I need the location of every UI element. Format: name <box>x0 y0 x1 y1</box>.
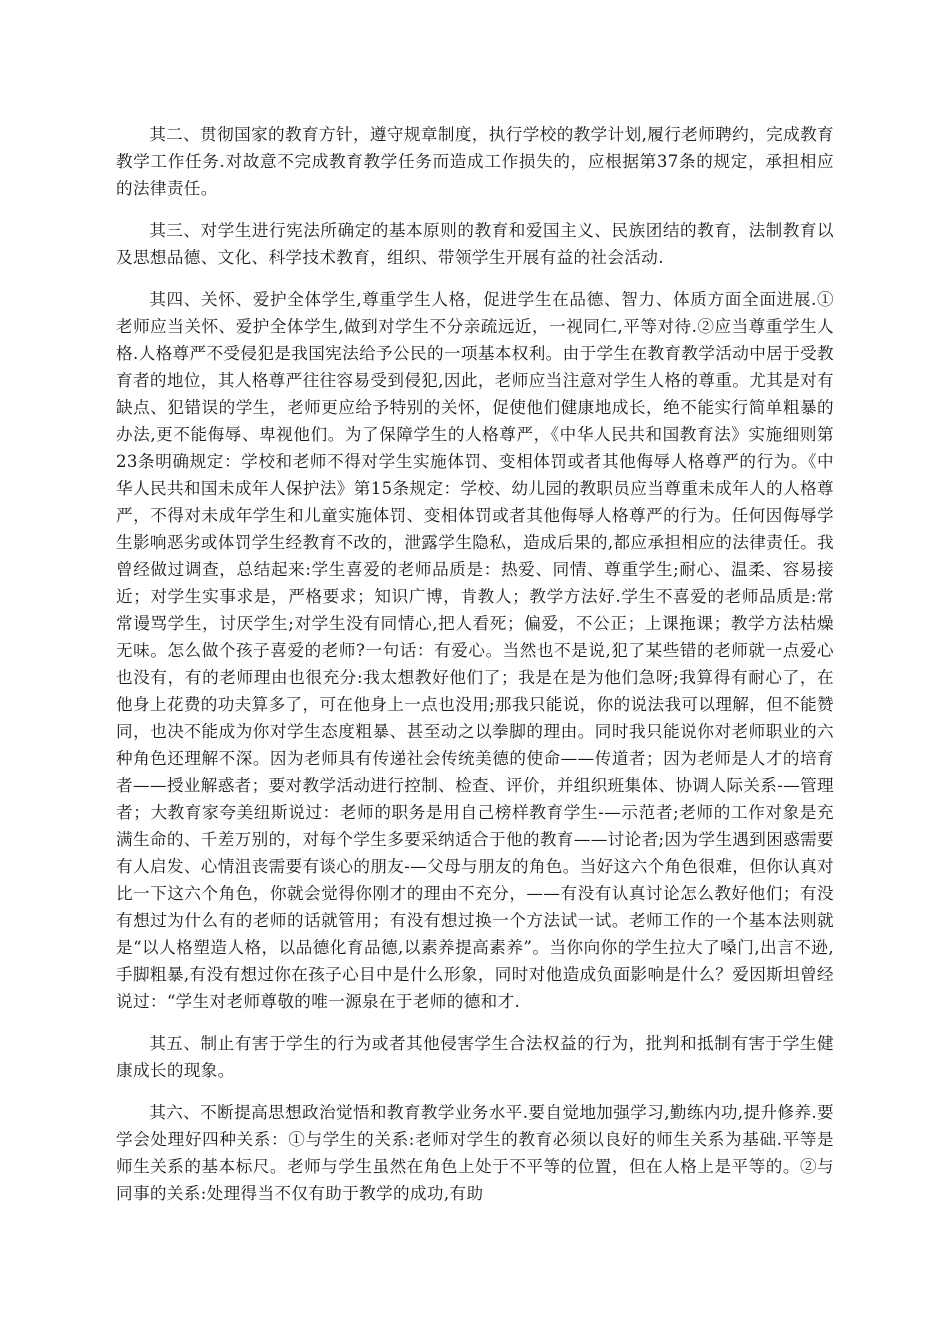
paragraph-2: 其二、贯彻国家的教育方针，遵守规章制度，执行学校的教学计划,履行老师聘约，完成教育教学工作任务.对故意不完成教育教学任务而造成工作损失的，应根据第37条的规定，承担相应的法律责任。 <box>116 125 834 198</box>
paragraph-3: 其三、对学生进行宪法所确定的基本原则的教育和爱国主义、民族团结的教育，法制教育以及思想品德、文化、科学技术教育，组织、带领学生开展有益的社会活动. <box>116 221 834 267</box>
document-body <box>116 121 834 1222</box>
paragraph-4: 其四、关怀、爱护全体学生,尊重学生人格，促进学生在品德、智力、体质方面全面进展.①老师应当关怀、爱护全体学生,做到对学生不分亲疏远近，一视同仁,平等对待.②应当尊重学生人格.人格尊严不受侵犯是我国宪法给予公民的一项基本权利。由于学生在教育教学活动中居于受教育者的地位，其人格尊严往往容易受到侵犯,因此，老师应当注意对学生人格的尊重。尤其是对有缺点、犯错误的学生，老师更应给予特别的关怀，促使他们健康地成长，绝不能实行简单粗暴的办法,更不能侮辱、卑视他们。为了保障学生的人格尊严，《中华人民共和国教育法》实施细则第23条明确规定：学校和老师不得对学生实施体罚、变相体罚或者其他侮辱人格尊严的行为。《中华人民共和国未成年人保护法》第15条规定：学校、幼儿园的教职员应当尊重未成年人的人格尊严，不得对未成年学生和儿童实施体罚、变相体罚或者其他侮辱人格尊严的行为。任何因侮辱学生影响恶劣或体罚学生经教育不改的，泄露学生隐私，造成后果的,都应承担相应的法律责任。我曾经做过调查，总结起来:学生喜爱的老师品质是：热爱、同情、尊重学生;耐心、温柔、容易接近；对学生实事求是，严格要求；知识广博，肯教人；教学方法好.学生不喜爱的老师品质是:常常谩骂学生，讨厌学生;对学生没有同情心,把人看死；偏爱，不公正；上课拖课；教学方法枯燥无味。怎么做个孩子喜爱的老师?一句话：有爱心。当然也不是说,犯了某些错的老师就一点爱心也没有，有的老师理由也很充分:我太想教好他们了；我是在是为他们急呀;我算得有耐心了，在他身上花费的功夫算多了，可在他身上一点也没用;那我只能说，你的说法我可以理解，但不能赞同，也决不能成为你对学生态度粗暴、甚至动之以拳脚的理由。同时我只能说你对老师职业的六种角色还理解不深。因为老师具有传递社会传统美德的使命——传道者；因为老师是人才的培育者——授业解惑者；要对教学活动进行控制、检查、评价，并组织班集体、协调人际关系-—管理者；大教育家夸美纽斯说过：老师的职务是用自己榜样教育学生-—示范者;老师的工作对象是充满生命的、千差万别的，对每个学生多要采纳适合于他的教育——讨论者;因为学生遇到困惑需要有人启发、心情沮丧需要有谈心的朋友-—父母与朋友的角色。当好这六个角色很难，但你认真对比一下这六个角色，你就会觉得你刚才的理由不充分，——有没有认真讨论怎么教好他们；有没有想过为什么有的老师的话就管用；有没有想过换一个方法试一试。老师工作的一个基本法则就是“以人格塑造人格，以品德化育品德,以素养提高素养”。当你向你的学生拉大了嗓门,出言不逊,手脚粗暴,有没有想过你在孩子心目中是什么形象，同时对他造成负面影响是什么？爱因斯坦曾经说过：“学生对老师尊敬的唯一源泉在于老师的德和才. <box>116 290 834 1011</box>
paragraph-6: 其六、不断提高思想政治觉悟和教育教学业务水平.要自觉地加强学习,勤练内功,提升修养.要学会处理好四种关系：①与学生的关系:老师对学生的教育必须以良好的师生关系为基础.平等是师生关系的基本标尺。老师与学生虽然在角色上处于不平等的位置，但在人格上是平等的。②与同事的关系:处理得当不仅有助于教学的成功,有助 <box>116 1103 834 1203</box>
paragraph-5: 其五、制止有害于学生的行为或者其他侵害学生合法权益的行为，批判和抵制有害于学生健康成长的现象。 <box>116 1034 834 1080</box>
